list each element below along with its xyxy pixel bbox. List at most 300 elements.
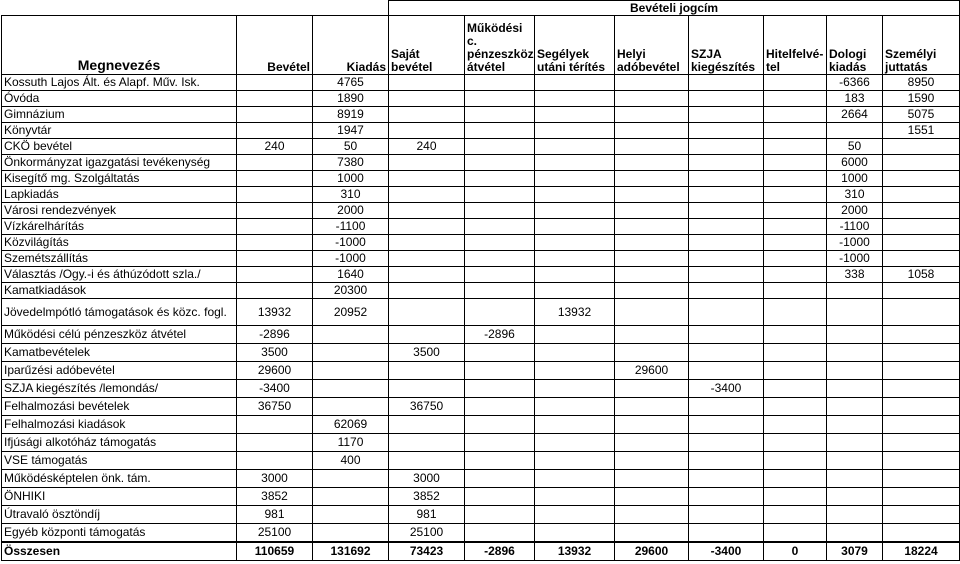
- cell-hitel: [764, 235, 827, 251]
- cell-bevetel: [237, 452, 313, 470]
- cell-bevetel: [237, 416, 313, 434]
- cell-szja: [689, 267, 764, 283]
- cell-sajat: [389, 171, 465, 187]
- col-header-sajat: Saját bevétel: [389, 16, 465, 75]
- cell-name: Választás /Ogy.-i és áthúzódott szla./: [2, 267, 237, 283]
- cell-szja: [689, 434, 764, 452]
- cell-hitel: [764, 155, 827, 171]
- cell-dologi: 3079: [827, 542, 883, 561]
- cell-name: Kamatbevételek: [2, 344, 237, 362]
- cell-szemelyi: 1590: [883, 91, 960, 107]
- cell-helyi: [615, 299, 689, 326]
- cell-name: Jövedelmpótló támogatások és közc. fogl.: [2, 299, 237, 326]
- cell-szemelyi: [883, 416, 960, 434]
- cell-szja: [689, 283, 764, 299]
- cell-segelyek: [535, 171, 615, 187]
- cell-bevetel: [237, 187, 313, 203]
- cell-mukodesi: [465, 123, 535, 139]
- cell-hitel: [764, 299, 827, 326]
- cell-hitel: [764, 344, 827, 362]
- cell-dologi: 183: [827, 91, 883, 107]
- cell-bevetel: 25100: [237, 524, 313, 543]
- cell-hitel: 0: [764, 542, 827, 561]
- cell-sajat: [389, 123, 465, 139]
- cell-mukodesi: [465, 398, 535, 416]
- cell-helyi: [615, 488, 689, 506]
- cell-szja: [689, 187, 764, 203]
- cell-segelyek: 13932: [535, 542, 615, 561]
- cell-szja: [689, 470, 764, 488]
- cell-szja: [689, 344, 764, 362]
- cell-helyi: [615, 219, 689, 235]
- cell-hitel: [764, 362, 827, 380]
- cell-bevetel: [237, 155, 313, 171]
- cell-sajat: 73423: [389, 542, 465, 561]
- cell-helyi: [615, 155, 689, 171]
- cell-hitel: [764, 75, 827, 91]
- col-header-szja: SZJA kiegészítés: [689, 16, 764, 75]
- cell-hitel: [764, 416, 827, 434]
- cell-kiadas: 1640: [313, 267, 389, 283]
- cell-mukodesi: [465, 362, 535, 380]
- cell-szja: [689, 362, 764, 380]
- cell-dologi: [827, 470, 883, 488]
- cell-sajat: [389, 452, 465, 470]
- cell-szemelyi: [883, 434, 960, 452]
- col-header-segelyek: Segélyek utáni térítés: [535, 16, 615, 75]
- cell-name: Iparűzési adóbevétel: [2, 362, 237, 380]
- cell-hitel: [764, 91, 827, 107]
- cell-hitel: [764, 251, 827, 267]
- cell-szemelyi: [883, 203, 960, 219]
- cell-szemelyi: [883, 524, 960, 543]
- cell-dologi: [827, 506, 883, 524]
- cell-name: Kisegítő mg. Szolgáltatás: [2, 171, 237, 187]
- cell-segelyek: [535, 187, 615, 203]
- cell-szemelyi: [883, 344, 960, 362]
- cell-szja: [689, 416, 764, 434]
- cell-szemelyi: [883, 380, 960, 398]
- cell-dologi: 310: [827, 187, 883, 203]
- cell-segelyek: [535, 488, 615, 506]
- cell-szemelyi: 8950: [883, 75, 960, 91]
- cell-name: Közvilágítás: [2, 235, 237, 251]
- cell-bevetel: 3500: [237, 344, 313, 362]
- cell-kiadas: 131692: [313, 542, 389, 561]
- cell-hitel: [764, 398, 827, 416]
- cell-kiadas: 1890: [313, 91, 389, 107]
- table-row: [2, 434, 960, 452]
- cell-segelyek: [535, 524, 615, 543]
- cell-dologi: 6000: [827, 155, 883, 171]
- cell-name: Útravaló ösztöndíj: [2, 506, 237, 524]
- cell-dologi: -1000: [827, 251, 883, 267]
- cell-kiadas: 400: [313, 452, 389, 470]
- cell-helyi: [615, 380, 689, 398]
- cell-dologi: 50: [827, 139, 883, 155]
- cell-helyi: [615, 123, 689, 139]
- cell-helyi: [615, 267, 689, 283]
- cell-szemelyi: [883, 251, 960, 267]
- col-header-dologi: Dologi kiadás: [827, 16, 883, 75]
- cell-bevetel: [237, 219, 313, 235]
- cell-szemelyi: 1551: [883, 123, 960, 139]
- cell-name: CKÖ bevétel: [2, 139, 237, 155]
- table-row: [2, 107, 960, 123]
- cell-helyi: [615, 344, 689, 362]
- cell-name: Lapkiadás: [2, 187, 237, 203]
- cell-helyi: [615, 171, 689, 187]
- cell-segelyek: [535, 267, 615, 283]
- cell-kiadas: -1000: [313, 235, 389, 251]
- cell-name: Ifjúsági alkotóház támogatás: [2, 434, 237, 452]
- cell-name: VSE támogatás: [2, 452, 237, 470]
- cell-bevetel: 3852: [237, 488, 313, 506]
- cell-name: Egyéb központi támogatás: [2, 524, 237, 543]
- table-row: [2, 219, 960, 235]
- cell-mukodesi: [465, 235, 535, 251]
- cell-helyi: [615, 524, 689, 543]
- cell-mukodesi: [465, 416, 535, 434]
- cell-kiadas: [313, 398, 389, 416]
- cell-segelyek: [535, 283, 615, 299]
- cell-helyi: [615, 470, 689, 488]
- cell-dologi: 1000: [827, 171, 883, 187]
- cell-sajat: [389, 434, 465, 452]
- table-row: [2, 506, 960, 524]
- cell-bevetel: 13932: [237, 299, 313, 326]
- cell-bevetel: [237, 267, 313, 283]
- cell-hitel: [764, 219, 827, 235]
- cell-szja: [689, 326, 764, 344]
- cell-mukodesi: [465, 171, 535, 187]
- cell-szja: [689, 299, 764, 326]
- cell-szja: [689, 139, 764, 155]
- cell-dologi: -6366: [827, 75, 883, 91]
- cell-mukodesi: [465, 267, 535, 283]
- col-header-mukodesi: Működési c. pénzeszköz átvétel: [465, 16, 535, 75]
- cell-name: Szemétszállítás: [2, 251, 237, 267]
- cell-szemelyi: [883, 326, 960, 344]
- cell-kiadas: 1170: [313, 434, 389, 452]
- cell-szja: -3400: [689, 542, 764, 561]
- cell-sajat: [389, 416, 465, 434]
- table-row: [2, 251, 960, 267]
- cell-szemelyi: [883, 452, 960, 470]
- cell-name: Felhalmozási bevételek: [2, 398, 237, 416]
- table-row: [2, 91, 960, 107]
- cell-segelyek: 13932: [535, 299, 615, 326]
- cell-sajat: 3500: [389, 344, 465, 362]
- cell-helyi: 29600: [615, 362, 689, 380]
- cell-dologi: [827, 362, 883, 380]
- cell-szja: [689, 123, 764, 139]
- table-row: [2, 139, 960, 155]
- cell-segelyek: [535, 398, 615, 416]
- cell-hitel: [764, 283, 827, 299]
- cell-hitel: [764, 326, 827, 344]
- cell-segelyek: [535, 219, 615, 235]
- cell-mukodesi: [465, 91, 535, 107]
- cell-szemelyi: 18224: [883, 542, 960, 561]
- cell-kiadas: [313, 488, 389, 506]
- cell-bevetel: [237, 75, 313, 91]
- cell-hitel: [764, 434, 827, 452]
- cell-segelyek: [535, 139, 615, 155]
- cell-mukodesi: [465, 344, 535, 362]
- cell-segelyek: [535, 251, 615, 267]
- cell-szja: [689, 488, 764, 506]
- cell-hitel: [764, 123, 827, 139]
- cell-helyi: [615, 251, 689, 267]
- cell-sajat: 981: [389, 506, 465, 524]
- cell-hitel: [764, 524, 827, 543]
- cell-kiadas: 1947: [313, 123, 389, 139]
- header-spacer: [2, 1, 237, 16]
- cell-kiadas: [313, 344, 389, 362]
- cell-kiadas: [313, 470, 389, 488]
- cell-mukodesi: [465, 488, 535, 506]
- cell-sajat: [389, 326, 465, 344]
- cell-hitel: [764, 171, 827, 187]
- cell-bevetel: 29600: [237, 362, 313, 380]
- cell-mukodesi: [465, 299, 535, 326]
- cell-mukodesi: [465, 434, 535, 452]
- cell-szja: [689, 506, 764, 524]
- cell-mukodesi: [465, 155, 535, 171]
- col-header-hitel: Hitelfelvé-tel: [764, 16, 827, 75]
- cell-dologi: [827, 488, 883, 506]
- cell-sajat: [389, 107, 465, 123]
- cell-mukodesi: [465, 452, 535, 470]
- cell-sajat: [389, 251, 465, 267]
- cell-segelyek: [535, 91, 615, 107]
- cell-name: Könyvtár: [2, 123, 237, 139]
- table-row: [2, 326, 960, 344]
- table-row: [2, 524, 960, 543]
- cell-segelyek: [535, 123, 615, 139]
- cell-segelyek: [535, 326, 615, 344]
- cell-name: Felhalmozási kiadások: [2, 416, 237, 434]
- cell-mukodesi: [465, 380, 535, 398]
- cell-segelyek: [535, 362, 615, 380]
- cell-name: Óvóda: [2, 91, 237, 107]
- col-header-szemelyi: Személyi juttatás: [883, 16, 960, 75]
- cell-dologi: 2000: [827, 203, 883, 219]
- cell-name: Működésképtelen önk. tám.: [2, 470, 237, 488]
- cell-bevetel: 981: [237, 506, 313, 524]
- cell-szja: [689, 203, 764, 219]
- cell-dologi: [827, 283, 883, 299]
- cell-szemelyi: [883, 488, 960, 506]
- cell-mukodesi: [465, 251, 535, 267]
- cell-bevetel: [237, 171, 313, 187]
- cell-sajat: 36750: [389, 398, 465, 416]
- cell-dologi: [827, 524, 883, 543]
- cell-sajat: 3000: [389, 470, 465, 488]
- cell-name: Kossuth Lajos Ált. és Alapf. Műv. Isk.: [2, 75, 237, 91]
- cell-segelyek: [535, 107, 615, 123]
- cell-mukodesi: [465, 506, 535, 524]
- table-row: [2, 380, 960, 398]
- cell-bevetel: -2896: [237, 326, 313, 344]
- cell-dologi: [827, 344, 883, 362]
- cell-dologi: [827, 416, 883, 434]
- cell-bevetel: 110659: [237, 542, 313, 561]
- cell-segelyek: [535, 470, 615, 488]
- cell-helyi: [615, 91, 689, 107]
- cell-dologi: [827, 398, 883, 416]
- cell-dologi: [827, 380, 883, 398]
- cell-szemelyi: 1058: [883, 267, 960, 283]
- cell-szemelyi: [883, 299, 960, 326]
- cell-dologi: [827, 452, 883, 470]
- table-row: [2, 488, 960, 506]
- cell-mukodesi: [465, 219, 535, 235]
- cell-bevetel: [237, 203, 313, 219]
- table-row: [2, 283, 960, 299]
- cell-kiadas: 62069: [313, 416, 389, 434]
- cell-dologi: [827, 123, 883, 139]
- cell-hitel: [764, 203, 827, 219]
- table-row: [2, 398, 960, 416]
- cell-dologi: -1000: [827, 235, 883, 251]
- cell-mukodesi: [465, 107, 535, 123]
- col-header-kiadas: Kiadás: [313, 16, 389, 75]
- cell-szja: [689, 524, 764, 543]
- cell-dologi: -1100: [827, 219, 883, 235]
- cell-szja: [689, 91, 764, 107]
- cell-segelyek: [535, 344, 615, 362]
- budget-table: [1, 0, 960, 561]
- header-spacer: [237, 1, 313, 16]
- cell-name: Vízkárelhárítás: [2, 219, 237, 235]
- total-row: [2, 542, 960, 561]
- cell-szja: [689, 452, 764, 470]
- cell-szemelyi: 5075: [883, 107, 960, 123]
- cell-sajat: [389, 75, 465, 91]
- cell-kiadas: 50: [313, 139, 389, 155]
- cell-segelyek: [535, 235, 615, 251]
- cell-hitel: [764, 380, 827, 398]
- cell-helyi: [615, 434, 689, 452]
- cell-szemelyi: [883, 187, 960, 203]
- cell-kiadas: [313, 380, 389, 398]
- cell-szemelyi: [883, 283, 960, 299]
- cell-name: Önkormányzat igazgatási tevékenység: [2, 155, 237, 171]
- cell-bevetel: [237, 107, 313, 123]
- cell-name: Kamatkiadások: [2, 283, 237, 299]
- cell-sajat: [389, 219, 465, 235]
- cell-kiadas: 20300: [313, 283, 389, 299]
- table-row: [2, 171, 960, 187]
- table-row: [2, 267, 960, 283]
- cell-segelyek: [535, 506, 615, 524]
- cell-name: Gimnázium: [2, 107, 237, 123]
- table-row: [2, 452, 960, 470]
- cell-bevetel: [237, 91, 313, 107]
- cell-helyi: [615, 139, 689, 155]
- cell-bevetel: 36750: [237, 398, 313, 416]
- cell-kiadas: [313, 326, 389, 344]
- table-row: [2, 362, 960, 380]
- cell-segelyek: [535, 380, 615, 398]
- cell-szja: [689, 155, 764, 171]
- cell-name: Összesen: [2, 542, 237, 561]
- cell-kiadas: 20952: [313, 299, 389, 326]
- cell-hitel: [764, 452, 827, 470]
- cell-sajat: [389, 235, 465, 251]
- cell-bevetel: 240: [237, 139, 313, 155]
- cell-szja: [689, 219, 764, 235]
- cell-szemelyi: [883, 155, 960, 171]
- cell-sajat: [389, 283, 465, 299]
- cell-szemelyi: [883, 506, 960, 524]
- cell-szemelyi: [883, 398, 960, 416]
- cell-bevetel: [237, 235, 313, 251]
- cell-hitel: [764, 506, 827, 524]
- cell-kiadas: [313, 506, 389, 524]
- cell-segelyek: [535, 452, 615, 470]
- cell-mukodesi: [465, 203, 535, 219]
- cell-sajat: [389, 187, 465, 203]
- cell-sajat: [389, 155, 465, 171]
- table-row: [2, 235, 960, 251]
- cell-hitel: [764, 139, 827, 155]
- cell-dologi: [827, 326, 883, 344]
- cell-sajat: 3852: [389, 488, 465, 506]
- cell-name: SZJA kiegészítés /lemondás/: [2, 380, 237, 398]
- cell-bevetel: [237, 123, 313, 139]
- cell-szja: [689, 107, 764, 123]
- cell-helyi: [615, 452, 689, 470]
- cell-helyi: [615, 187, 689, 203]
- cell-sajat: [389, 203, 465, 219]
- cell-hitel: [764, 488, 827, 506]
- cell-helyi: [615, 235, 689, 251]
- cell-kiadas: 1000: [313, 171, 389, 187]
- table-row: [2, 75, 960, 91]
- cell-helyi: [615, 506, 689, 524]
- cell-szja: [689, 398, 764, 416]
- cell-helyi: 29600: [615, 542, 689, 561]
- col-header-bevetel: Bevétel: [237, 16, 313, 75]
- cell-hitel: [764, 107, 827, 123]
- table-row: [2, 187, 960, 203]
- cell-sajat: [389, 267, 465, 283]
- cell-helyi: [615, 75, 689, 91]
- cell-bevetel: -3400: [237, 380, 313, 398]
- cell-helyi: [615, 107, 689, 123]
- cell-mukodesi: [465, 470, 535, 488]
- table-row: [2, 155, 960, 171]
- cell-szemelyi: [883, 139, 960, 155]
- cell-kiadas: -1000: [313, 251, 389, 267]
- cell-bevetel: 3000: [237, 470, 313, 488]
- cell-dologi: [827, 434, 883, 452]
- cell-name: Működési célú pénzeszköz átvétel: [2, 326, 237, 344]
- cell-kiadas: -1100: [313, 219, 389, 235]
- cell-mukodesi: [465, 187, 535, 203]
- cell-kiadas: [313, 362, 389, 380]
- cell-kiadas: 8919: [313, 107, 389, 123]
- cell-sajat: 240: [389, 139, 465, 155]
- cell-kiadas: 310: [313, 187, 389, 203]
- cell-mukodesi: -2896: [465, 542, 535, 561]
- cell-mukodesi: [465, 75, 535, 91]
- cell-segelyek: [535, 416, 615, 434]
- cell-helyi: [615, 416, 689, 434]
